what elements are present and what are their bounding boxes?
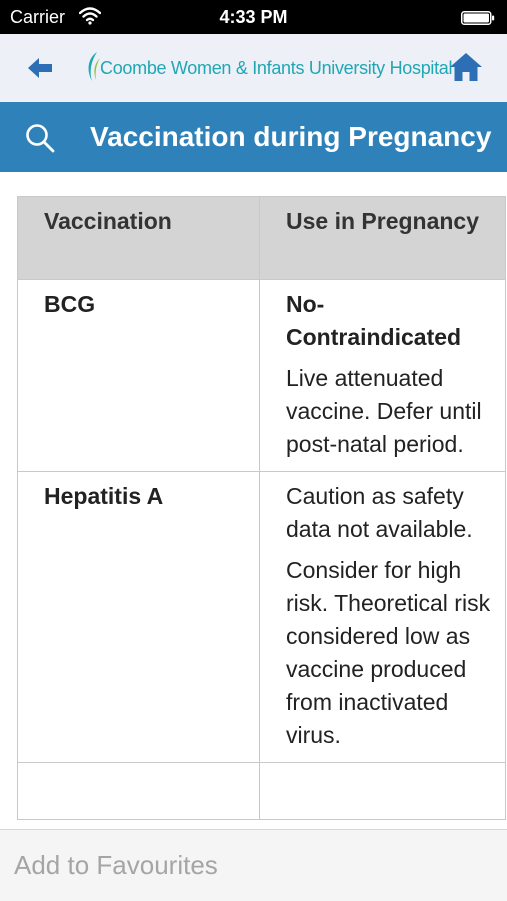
guidance-text: Consider for high risk. Theoretical risk considered low as vaccine produced from inactivated virus. bbox=[286, 557, 491, 748]
recommendation-text: No-Contraindicated bbox=[286, 291, 462, 350]
status-time: 4:33 PM bbox=[219, 7, 288, 27]
guidance-text: Live attenuated vaccine. Defer until post-natal period. bbox=[286, 365, 482, 457]
add-to-favourites-button[interactable]: Add to Favourites bbox=[14, 850, 218, 880]
search-icon[interactable] bbox=[24, 122, 56, 154]
status-bar bbox=[0, 0, 507, 34]
carrier-label: Carrier bbox=[10, 7, 66, 27]
battery-icon bbox=[461, 11, 495, 25]
use-in-pregnancy-cell bbox=[260, 472, 506, 763]
use-in-pregnancy-cell bbox=[260, 280, 506, 472]
table-row bbox=[18, 763, 506, 820]
nav-bar bbox=[0, 34, 507, 102]
page-title: Vaccination during Pregnancy bbox=[90, 121, 492, 152]
guidance-text: Caution as safety data not available. bbox=[286, 483, 473, 542]
table-row bbox=[18, 280, 506, 472]
table-row bbox=[18, 472, 506, 763]
column-header-use-in-pregnancy: Use in Pregnancy bbox=[260, 197, 506, 280]
footer-bar bbox=[0, 829, 507, 901]
home-icon[interactable] bbox=[449, 51, 483, 83]
hospital-name: Coombe Women & Infants University Hospital bbox=[100, 58, 453, 78]
vaccination-table bbox=[17, 196, 506, 820]
column-header-vaccination: Vaccination bbox=[18, 197, 260, 280]
hospital-logo bbox=[84, 50, 453, 86]
content-area[interactable] bbox=[0, 172, 507, 829]
back-arrow-icon[interactable] bbox=[26, 54, 56, 82]
title-bar bbox=[0, 102, 507, 172]
vaccination-name: BCG bbox=[18, 280, 260, 472]
table-cell bbox=[18, 763, 260, 820]
vaccination-name: Hepatitis A bbox=[18, 472, 260, 763]
table-cell bbox=[260, 763, 506, 820]
table-header-row bbox=[18, 197, 506, 280]
